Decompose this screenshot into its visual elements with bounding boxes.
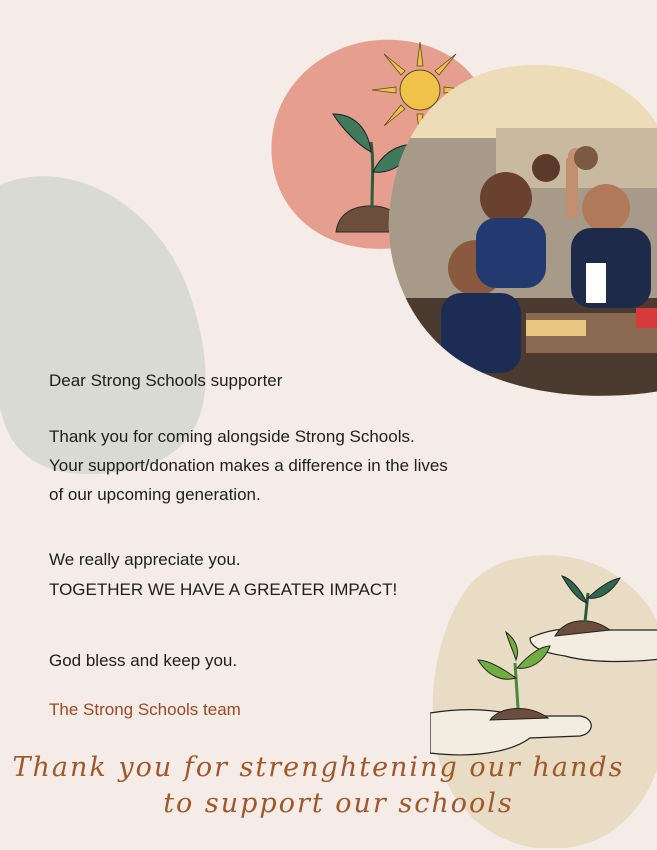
letter-signature: The Strong Schools team <box>49 700 241 719</box>
letter-line: of our upcoming generation. <box>49 485 261 504</box>
letter-line: TOGETHER WE HAVE A GREATER IMPACT! <box>49 580 398 599</box>
tagline-line-1: Thank you for strenghtening our hands <box>12 752 625 783</box>
letter-greeting: Dear Strong Schools supporter <box>49 371 283 390</box>
letter-line: Your support/donation makes a difference in the lives <box>49 456 448 475</box>
classroom-photo <box>386 58 657 398</box>
letter-line: God bless and keep you. <box>49 651 238 670</box>
tagline-line-2: to support our schools <box>163 788 514 819</box>
letter-line: We really appreciate you. <box>49 550 241 569</box>
letter-line: Thank you for coming alongside Strong Schools. <box>49 427 415 446</box>
